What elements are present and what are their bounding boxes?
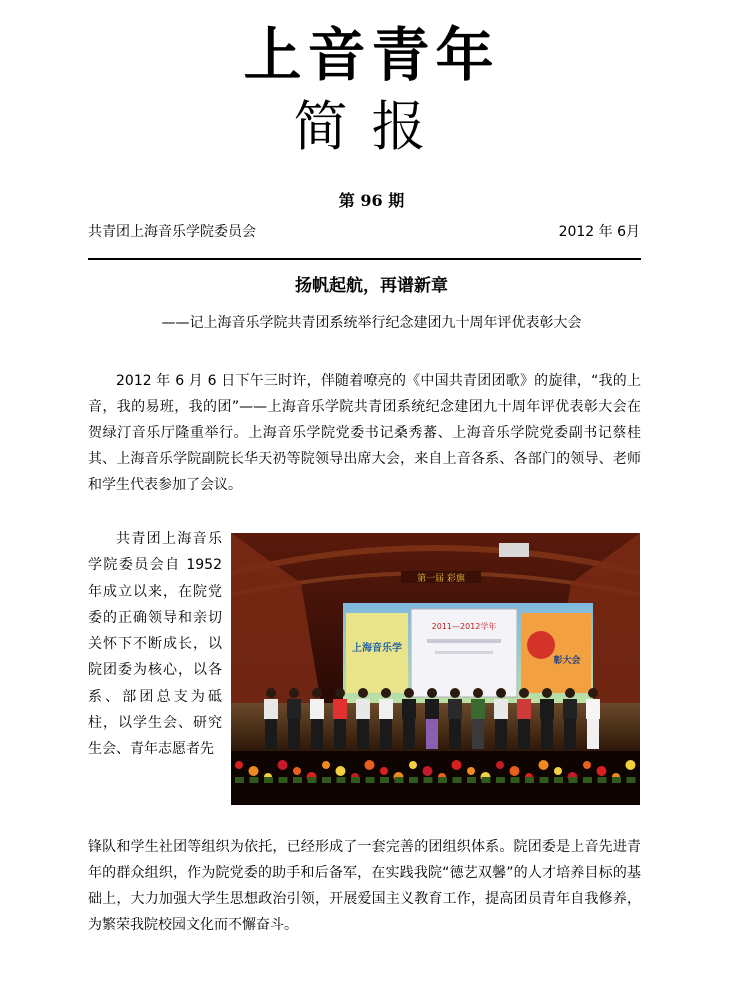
photo-flower-leaf <box>453 777 462 783</box>
photo-flower-leaf <box>612 777 621 783</box>
photo-flower-leaf <box>540 777 549 783</box>
photo-person-legs <box>449 719 461 749</box>
photo-person-head <box>450 688 460 698</box>
photo-person-body <box>287 699 301 719</box>
photo-person-legs <box>472 719 484 749</box>
photo-person-body <box>517 699 531 719</box>
photo-flower <box>380 767 388 775</box>
photo-flower-leaf <box>569 777 578 783</box>
photo-person-legs <box>380 719 392 749</box>
photo-person-body <box>356 699 370 719</box>
photo-flower <box>597 766 607 776</box>
photo-flower-leaf <box>496 777 505 783</box>
photo-flower <box>496 761 504 769</box>
photo-flower <box>293 767 301 775</box>
photo-person-body <box>540 699 554 719</box>
photo-flower-leaf <box>380 777 389 783</box>
photo-person-legs <box>495 719 507 749</box>
photo-person-legs <box>587 719 599 749</box>
photo-flower-leaf <box>409 777 418 783</box>
photo-person-legs <box>288 719 300 749</box>
publish-date: 2012 年 6月 <box>558 224 640 240</box>
ceremony-photo <box>231 533 640 805</box>
photo-person-legs <box>334 719 346 749</box>
photo-flower-leaf <box>511 777 520 783</box>
photo-person-head <box>404 688 414 698</box>
photo-flower <box>336 766 346 776</box>
photo-flower-leaf <box>395 777 404 783</box>
photo-person-legs <box>564 719 576 749</box>
photo-flower <box>322 761 330 769</box>
photo-flower <box>554 767 562 775</box>
photo-person-body <box>448 699 462 719</box>
photo-person-head <box>266 688 276 698</box>
photo-flower-leaf <box>525 777 534 783</box>
photo-person-body <box>333 699 347 719</box>
photo-flower <box>365 760 375 770</box>
photo-flower <box>452 760 462 770</box>
photo-person-legs <box>403 719 415 749</box>
photo-flower <box>235 761 243 769</box>
photo-flower-leaf <box>598 777 607 783</box>
photo-flower <box>249 766 259 776</box>
photo-person-head <box>473 688 483 698</box>
photo-flower-leaf <box>264 777 273 783</box>
photo-top-banner-text: 第一届 彩旗 <box>417 574 465 584</box>
photo-flower-leaf <box>235 777 244 783</box>
photo-person-body <box>471 699 485 719</box>
photo-flower <box>626 760 636 770</box>
photo-flower <box>583 761 591 769</box>
photo-screen-title: 2011—2012学年 <box>431 622 497 631</box>
photo-person-legs <box>541 719 553 749</box>
article-paragraph-1: 2012 年 6 月 6 日下午三时许，伴随着嘹亮的《中国共青团团歌》的旋律，“我的上音，我的易班，我的团”——上海音乐学院共青团系统纪念建团九十周年评优表彰大会在贺绿汀音乐厅隆重举行。上海音乐学院党委书记桑秀蕃、上海音乐学院党委副书记蔡桂其、上海音乐学院副院长华天礽等院领导出席大会，来自上音各系、各部门的领导、老师和学生代表参加了会议。 <box>88 373 641 493</box>
photo-flower-leaf <box>583 777 592 783</box>
photo-person-legs <box>357 719 369 749</box>
photo-flower-leaf <box>424 777 433 783</box>
photo-person-body <box>264 699 278 719</box>
photo-flower <box>409 761 417 769</box>
photo-person-head <box>289 688 299 698</box>
photo-flower <box>467 767 475 775</box>
photo-flower <box>423 766 433 776</box>
masthead-subtitle: 简报 <box>293 95 450 158</box>
photo-flower-leaf <box>250 777 259 783</box>
photo-flower <box>278 760 288 770</box>
photo-person-head <box>427 688 437 698</box>
photo-person-body <box>310 699 324 719</box>
photo-flower <box>510 766 520 776</box>
photo-person-legs <box>311 719 323 749</box>
photo-flower-leaf <box>337 777 346 783</box>
photo-person-head <box>381 688 391 698</box>
photo-person-body <box>402 699 416 719</box>
header-divider <box>88 258 641 260</box>
photo-flower <box>539 760 549 770</box>
photo-person-body <box>425 699 439 719</box>
photo-person-head <box>542 688 552 698</box>
photo-person-body <box>379 699 393 719</box>
issue-number: 第 96 期 <box>338 191 405 210</box>
photo-flower-leaf <box>438 777 447 783</box>
photo-flower-leaf <box>554 777 563 783</box>
publisher-org: 共青团上海音乐学院委员会 <box>88 224 256 240</box>
photo-flower-leaf <box>482 777 491 783</box>
photo-left-banner-text: 上海音乐学 <box>352 643 402 654</box>
photo-person-head <box>588 688 598 698</box>
photo-flower-leaf <box>351 777 360 783</box>
photo-flower-leaf <box>627 777 636 783</box>
article-paragraph-2-wrapped: 共青团上海音乐学院委员会自 1952 年成立以来，在院党委的正确领导和亲切关怀下不断成长，以院团委为核心，以各系、部团总支为砥柱，以学生会、研究生会、青年志愿者先 <box>88 531 222 758</box>
photo-person-legs <box>518 719 530 749</box>
photo-person-legs <box>426 719 438 749</box>
article-title: 扬帆起航，再谱新章 <box>295 276 448 296</box>
masthead-title: 上音青年 <box>243 21 500 89</box>
photo-person-head <box>358 688 368 698</box>
photo-flower-leaf <box>293 777 302 783</box>
photo-person-head <box>565 688 575 698</box>
photo-person-body <box>494 699 508 719</box>
photo-right-banner-text: 彰大会 <box>553 656 581 666</box>
photo-flower-leaf <box>467 777 476 783</box>
photo-person-head <box>519 688 529 698</box>
photo-person-head <box>496 688 506 698</box>
photo-person-head <box>335 688 345 698</box>
photo-flower-leaf <box>322 777 331 783</box>
photo-person-body <box>563 699 577 719</box>
photo-person-legs <box>265 719 277 749</box>
article-subtitle: ——记上海音乐学院共青团系统举行纪念建团九十周年评优表彰大会 <box>161 315 582 331</box>
photo-flower-leaf <box>366 777 375 783</box>
article-paragraph-2-continued: 锋队和学生社团等组织为依托，已经形成了一套完善的团组织体系。院团委是上音先进青年的群众组织，作为院党委的助手和后备军，在实践我院“德艺双馨”的人才培养目标的基础上，大力加强大学生思想政治引领，开展爱国主义教育工作，提高团员青年自我修养，为繁荣我院校园文化而不懈奋斗。 <box>88 839 641 933</box>
photo-flower-leaf <box>308 777 317 783</box>
photo-person-body <box>586 699 600 719</box>
photo-person-head <box>312 688 322 698</box>
photo-flower-leaf <box>279 777 288 783</box>
